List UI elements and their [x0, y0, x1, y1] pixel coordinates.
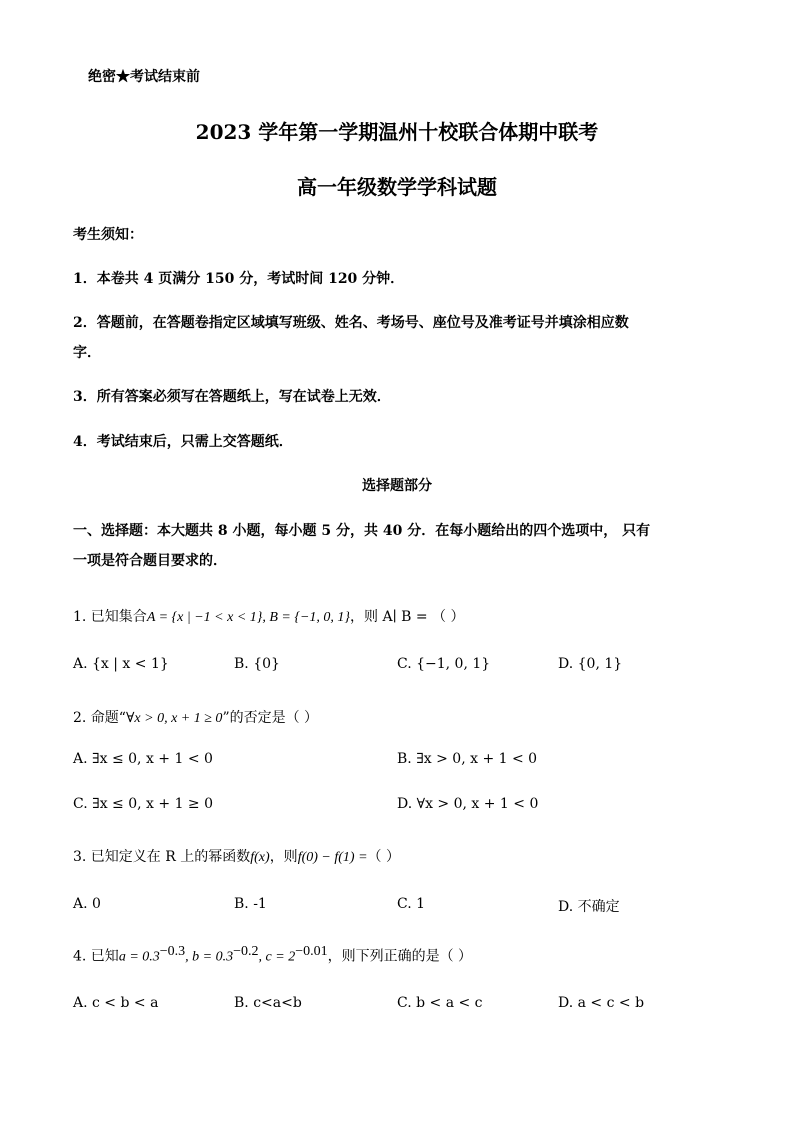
question-3-prefix: 3. 已知定义在 R 上的幂函数 [73, 849, 251, 865]
question-3-option-a: A. 0 [73, 896, 101, 912]
question-4-prefix: 4. 已知 [73, 948, 119, 965]
question-3-mid: ，则 [269, 849, 298, 865]
exam-subtitle: 高一年级数学学科试题 [297, 175, 497, 199]
confidential-label: 绝密★考试结束前 [88, 69, 200, 85]
question-1-option-b: B. {0} [234, 656, 280, 672]
question-4-math-b: , b = 0.3 [185, 949, 234, 965]
question-1-prefix: 1. 已知集合 [73, 609, 147, 625]
question-4 [73, 944, 472, 966]
question-2-suffix: ”的否定是（ ） [222, 710, 319, 726]
notice-item-2-cont: 字． [73, 345, 101, 361]
notice-heading: 考生须知： [73, 227, 143, 243]
question-1-suffix: ，则 A∣ B = （ ） [350, 609, 465, 625]
notice-item-2: 2．答题前，在答题卷指定区域填写班级、姓名、考场号、座位号及准考证号并填涂相应数 [73, 315, 629, 331]
question-3-suffix: （ ） [367, 849, 400, 865]
question-4-option-b: B. c<a<b [234, 995, 302, 1011]
question-4-exp-c: −0.01 [295, 944, 328, 959]
section-intro: 一、选择题：本大题共 8 小题，每小题 5 分，共 40 分．在每小题给出的四个选项中， 只有 [73, 523, 651, 539]
notice-item-4: 4．考试结束后，只需上交答题纸． [73, 434, 293, 450]
question-4-option-d: D. a < c < b [558, 995, 645, 1011]
question-1 [73, 606, 465, 626]
question-4-option-a: A. c < b < a [73, 995, 159, 1011]
question-1-option-a: A. {x | x < 1} [73, 656, 169, 672]
section-intro-cont: 一项是符合题目要求的． [73, 553, 227, 569]
question-3-option-b: B. -1 [234, 896, 267, 912]
question-2-option-a: A. ∃x ≤ 0, x + 1 < 0 [73, 751, 213, 767]
question-3 [73, 846, 400, 866]
section-title: 选择题部分 [362, 478, 432, 494]
question-2-option-b: B. ∃x > 0, x + 1 < 0 [397, 751, 538, 767]
question-1-option-c: C. {−1, 0, 1} [397, 656, 491, 672]
question-2 [73, 707, 318, 727]
question-4-suffix: ，则下列正确的是（ ） [327, 948, 473, 965]
exam-title: 2023 学年第一学期温州十校联合体期中联考 [195, 120, 599, 144]
notice-item-1: 1．本卷共 4 页满分 150 分，考试时间 120 分钟． [73, 271, 405, 287]
question-2-prefix: 2. 命题“ [73, 710, 126, 726]
question-4-exp-a: −0.3 [159, 944, 186, 959]
question-2-option-d: D. ∀x > 0, x + 1 < 0 [397, 796, 539, 812]
question-4-math-a: a = 0.3 [118, 949, 160, 965]
question-3-math: f(x) [250, 850, 270, 865]
question-4-math-c: , c = 2 [258, 949, 296, 965]
question-3-option-c: C. 1 [397, 896, 426, 912]
question-1-option-d: D. {0, 1} [558, 656, 623, 672]
question-3-option-d: D. 不确定 [558, 899, 620, 915]
question-2-math: ∀x > 0, x + 1 ≥ 0 [125, 711, 223, 726]
question-1-math: A = {x | −1 < x < 1}, B = {−1, 0, 1} [146, 610, 351, 625]
notice-item-3: 3．所有答案必须写在答题纸上，写在试卷上无效． [73, 389, 391, 405]
question-3-math-2: f(0) − f(1) = [297, 850, 368, 865]
question-2-option-c: C. ∃x ≤ 0, x + 1 ≥ 0 [73, 796, 214, 812]
question-4-exp-b: −0.2 [233, 944, 259, 959]
question-4-option-c: C. b < a < c [397, 995, 483, 1011]
